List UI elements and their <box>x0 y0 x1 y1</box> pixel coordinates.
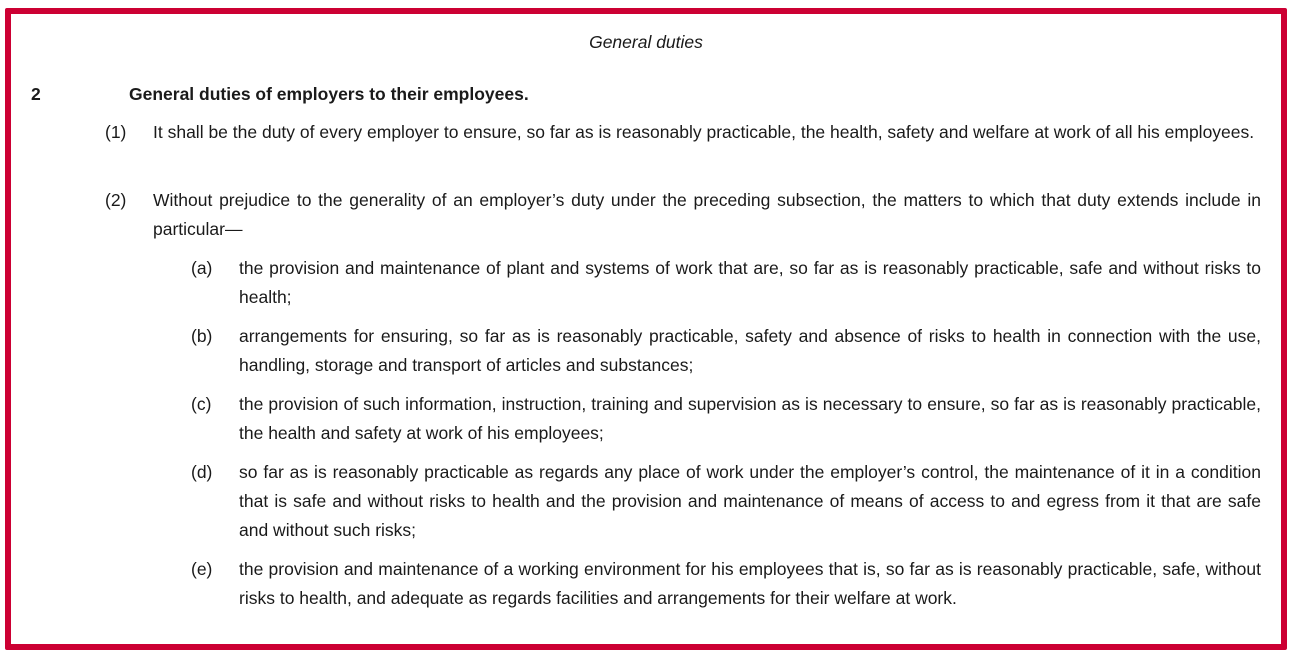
paragraph-b-text: arrangements for ensuring, so far as is reasonably practicable, safety and absence of risks to health in connection with the use, handling, storage and transport of articles and substances; <box>239 326 1261 375</box>
paragraph-a-letter: (a) <box>191 258 213 278</box>
subsection-2-number: (2) <box>105 190 127 210</box>
paragraph-e-text: the provision and maintenance of a working environment for his employees that is, so far as is reasonably practicable, safe, without risks to health, and adequate as regards facilities and arrangements for their welfare at work. <box>239 559 1261 608</box>
paragraph-d-letter: (d) <box>191 462 213 482</box>
section-title: General duties of employers to their employees. <box>129 84 529 104</box>
paragraph-a-text: the provision and maintenance of plant and systems of work that are, so far as is reasonably practicable, safe and without risks to health; <box>239 258 1261 307</box>
subsection-1-number: (1) <box>105 122 127 142</box>
section-number: 2 <box>31 84 41 104</box>
paragraph-b-letter: (b) <box>191 326 213 346</box>
paragraph-d-text: so far as is reasonably practicable as regards any place of work under the employer’s control, the maintenance of it in a condition that is safe and without risks to health and the provision and maintenance of means of access to and egress from it that are safe and without such risks; <box>239 462 1261 540</box>
subsection-2-text: Without prejudice to the generality of an employer’s duty under the preceding subsection, the matters to which that duty extends include in particular— <box>153 190 1261 239</box>
crossheading: General duties <box>589 32 703 52</box>
legislation-panel <box>5 8 1287 650</box>
paragraph-c-letter: (c) <box>191 394 212 414</box>
paragraph-c-text: the provision of such information, instruction, training and supervision as is necessary to ensure, so far as is reasonably practicable, the health and safety at work of his employees; <box>239 394 1261 443</box>
paragraph-e-letter: (e) <box>191 559 213 579</box>
subsection-1-text: It shall be the duty of every employer to ensure, so far as is reasonably practicable, the health, safety and welfare at work of all his employees. <box>153 122 1255 142</box>
